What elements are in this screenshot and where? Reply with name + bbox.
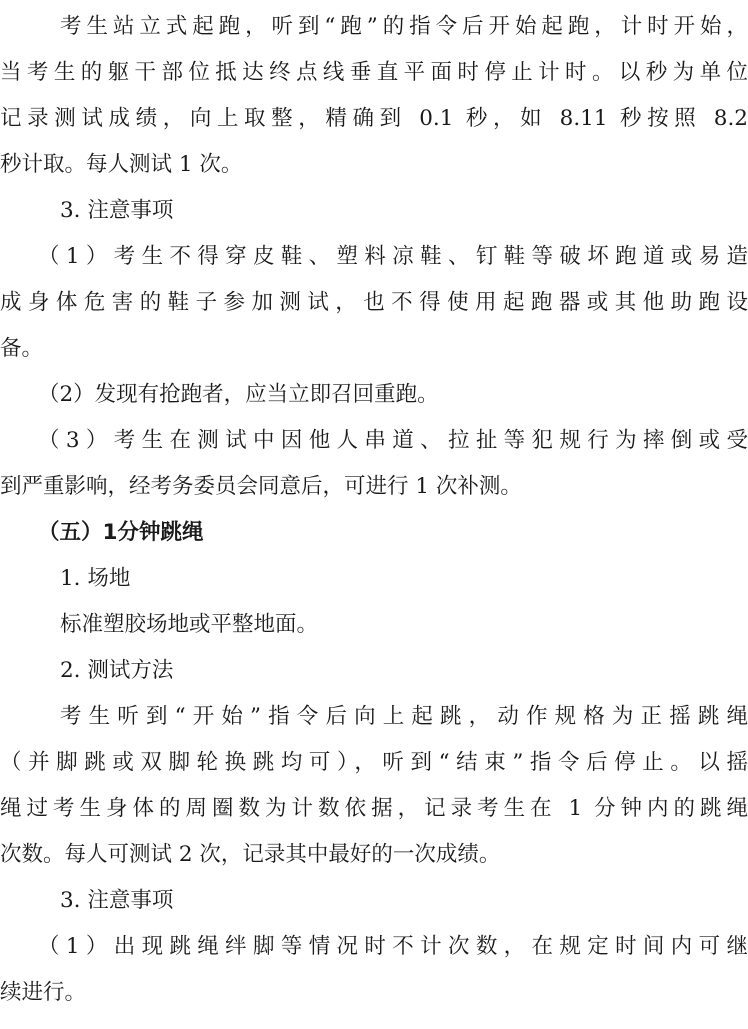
paragraph-line: 续进行。: [0, 980, 87, 1005]
subsection-heading: 2. 测试方法: [60, 658, 174, 683]
subsection-heading: 1. 场地: [60, 566, 131, 591]
paragraph-line: （1）出现跳绳绊脚等情况时不计次数，在规定时间内可继: [38, 934, 748, 959]
subsection-heading: 3. 注意事项: [60, 888, 174, 913]
paragraph-line: （3）考生在测试中因他人串道、拉扯等犯规行为摔倒或受: [38, 428, 748, 453]
paragraph-line: 到严重影响，经考务委员会同意后，可进行 1 次补测。: [0, 474, 522, 499]
paragraph-line: 记录测试成绩，向上取整，精确到 0.1 秒，如 8.11 秒按照 8.2: [0, 106, 748, 131]
paragraph-line: 成身体危害的鞋子参加测试，也不得使用起跑器或其他助跑设: [0, 290, 748, 315]
paragraph-line: 秒计取。每人测试 1 次。: [0, 152, 243, 177]
paragraph-line: （并脚跳或双脚轮换跳均可），听到“结束”指令后停止。以摇: [0, 750, 748, 775]
paragraph-line: （2）发现有抢跑者，应当立即召回重跑。: [38, 382, 439, 407]
paragraph-line: 考生听到“开始”指令后向上起跳，动作规格为正摇跳绳: [60, 704, 748, 729]
paragraph-line: 备。: [0, 336, 44, 361]
paragraph-line: 考生站立式起跑，听到“跑”的指令后开始起跑，计时开始，: [60, 14, 748, 39]
section-heading: 3. 注意事项: [60, 198, 174, 223]
paragraph-line: 当考生的躯干部位抵达终点线垂直平面时停止计时。以秒为单位: [0, 60, 748, 85]
paragraph-line: （1）考生不得穿皮鞋、塑料凉鞋、钉鞋等破坏跑道或易造: [38, 244, 748, 269]
paragraph-line: 次数。每人可测试 2 次，记录其中最好的一次成绩。: [0, 842, 501, 867]
paragraph-line: 标准塑胶场地或平整地面。: [60, 612, 319, 637]
section-heading: （五）1分钟跳绳: [38, 520, 204, 545]
paragraph-line: 绳过考生身体的周圈数为计数依据，记录考生在 1 分钟内的跳绳: [0, 796, 748, 821]
